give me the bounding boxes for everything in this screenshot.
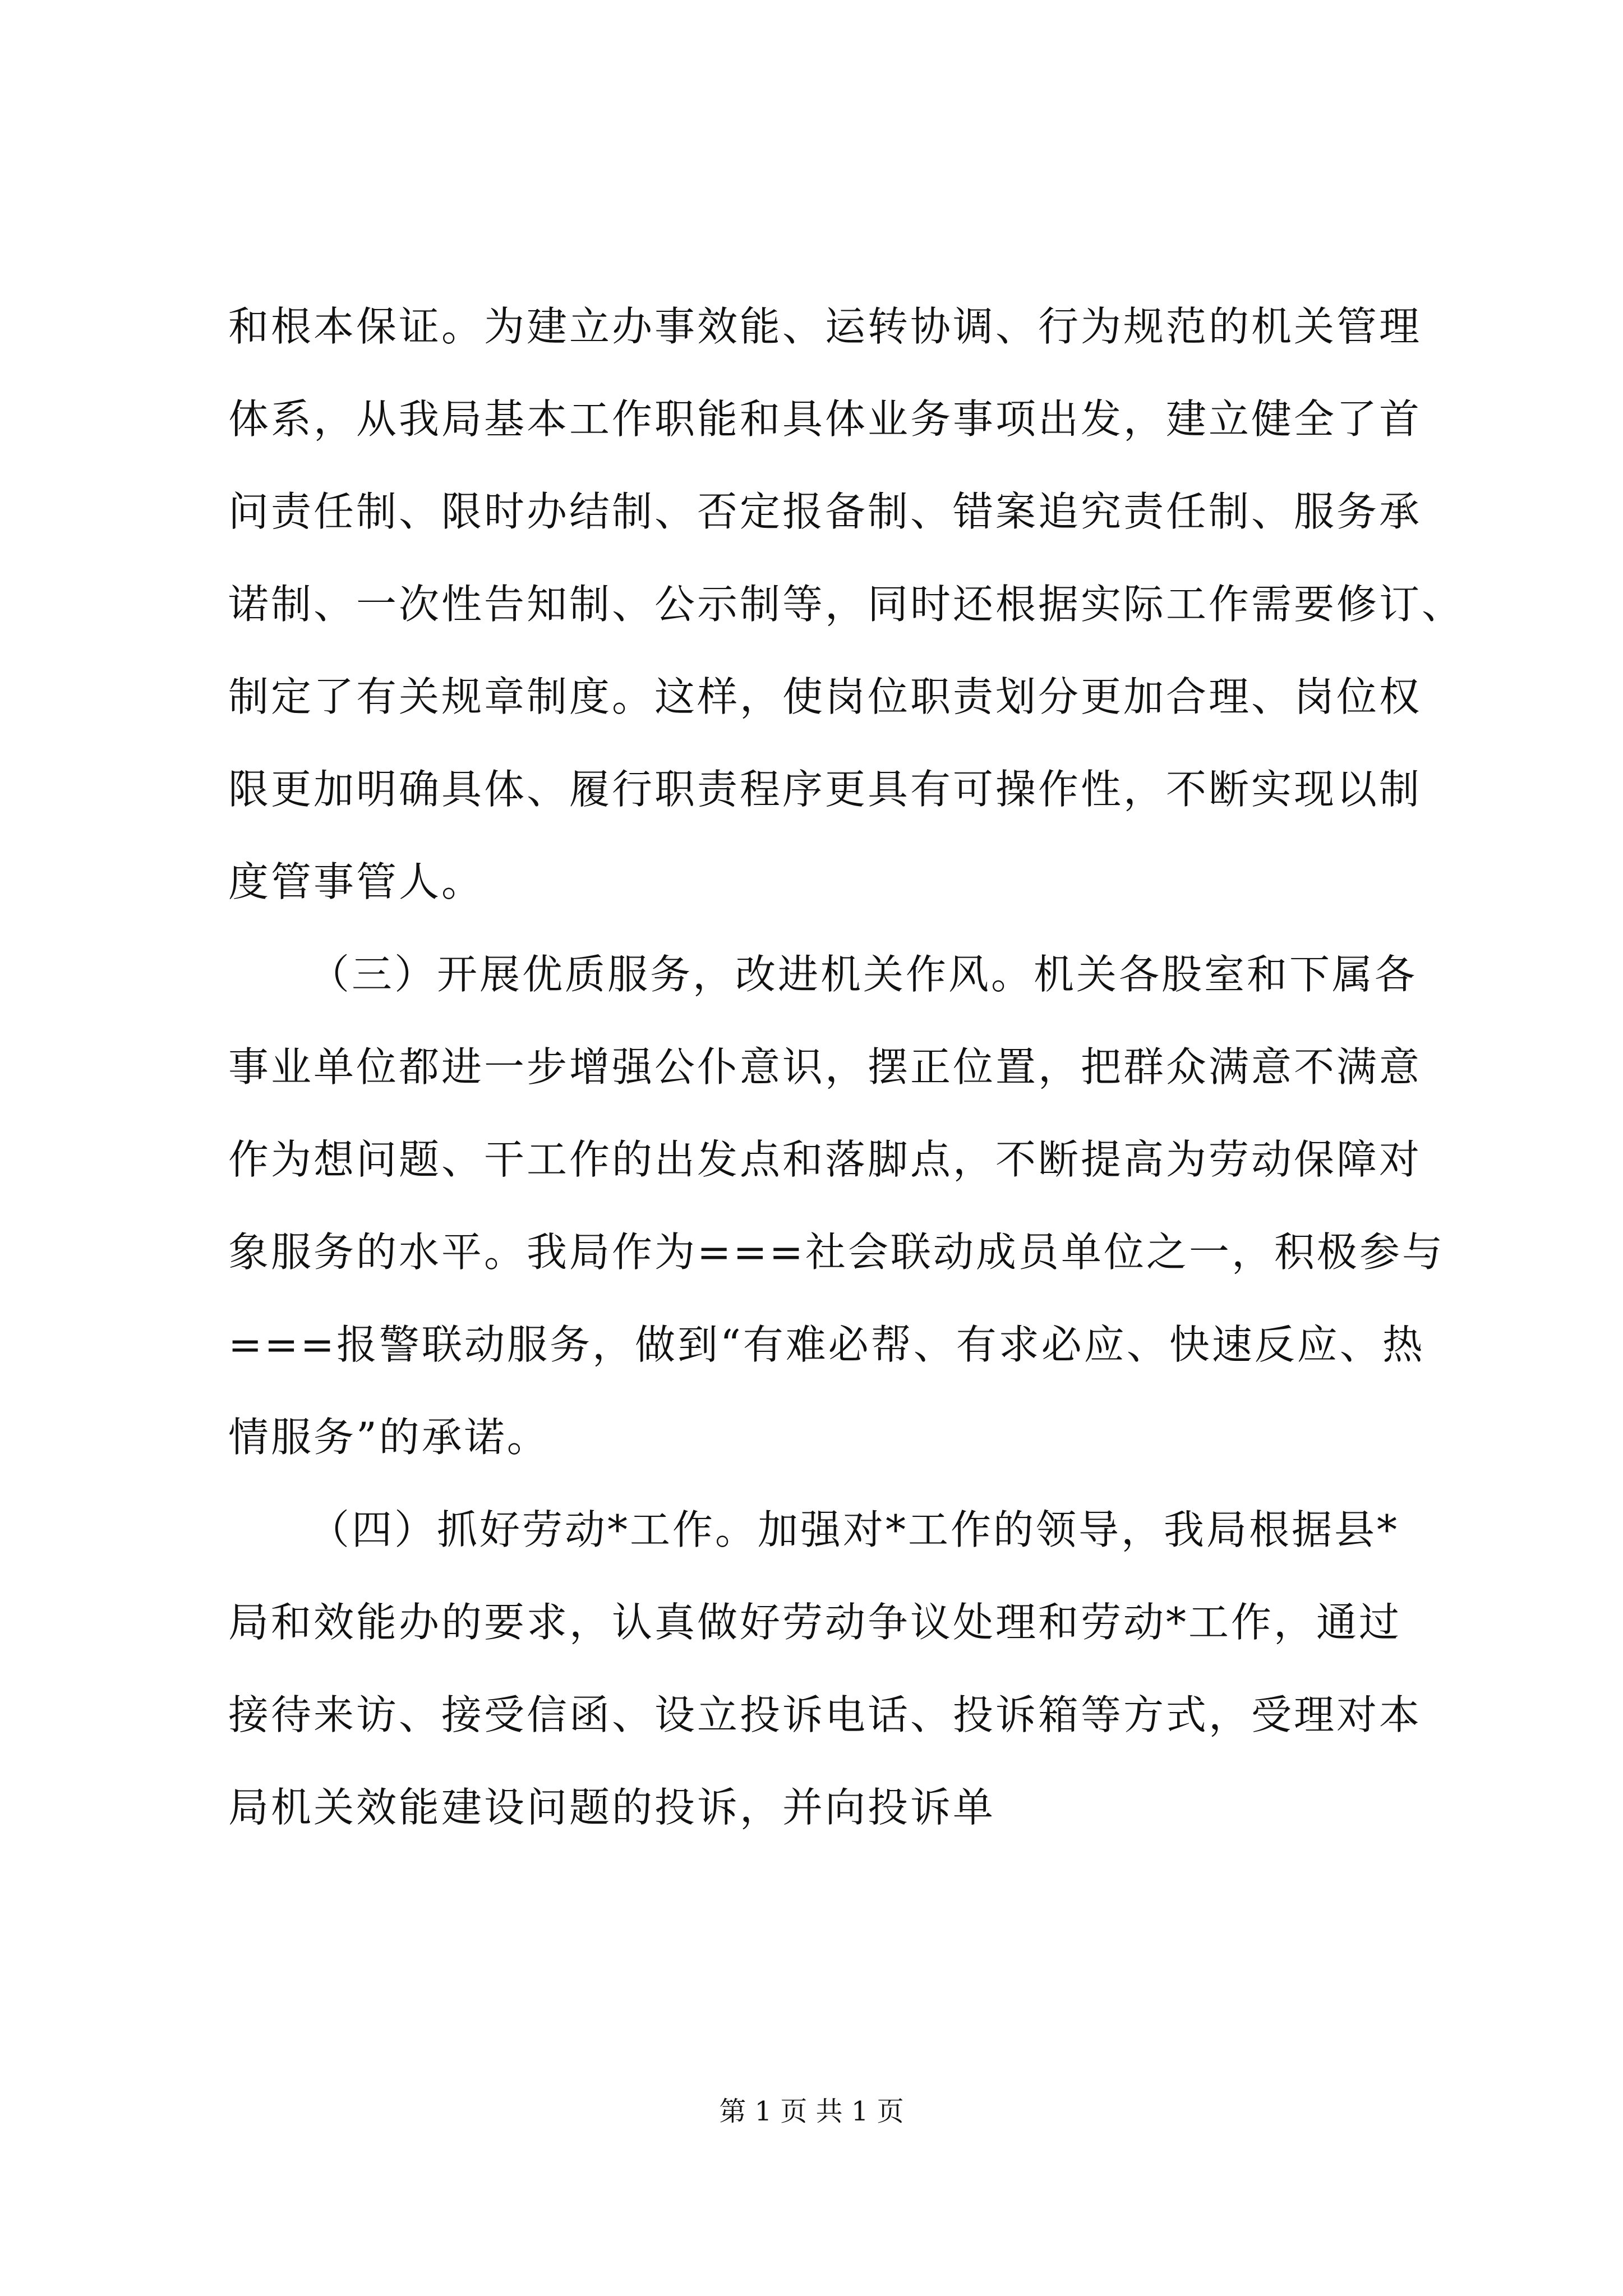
text-line: 作为想问题、干工作的出发点和落脚点，不断提高为劳动保障对 <box>228 1136 1422 1183</box>
text-line: 接待来访、接受信函、设立投诉电话、投诉箱等方式，受理对本 <box>228 1691 1422 1738</box>
text-line: 诺制、一次性告知制、公示制等，同时还根据实际工作需要修订、 <box>228 581 1465 628</box>
text-line: 体系，从我局基本工作职能和具体业务事项出发，建立健全了首 <box>228 395 1422 443</box>
text-line: 和根本保证。为建立办事效能、运转协调、行为规范的机关管理 <box>228 303 1422 350</box>
text-line: 局机关效能建设问题的投诉，并向投诉单 <box>228 1784 996 1831</box>
text-line: 事业单位都进一步增强公仆意识，摆正位置，把群众满意不满意 <box>228 1043 1422 1091</box>
text-line: 局和效能办的要求，认真做好劳动争议处理和劳动*工作，通过 <box>228 1599 1402 1646</box>
text-line: 情服务”的承诺。 <box>228 1414 550 1461</box>
page-number: 第 1 页 共 1 页 <box>719 2096 904 2127</box>
paragraph-heading-line: （四）抓好劳动*工作。加强对*工作的领导，我局根据县* <box>309 1506 1400 1553</box>
text-line: 制定了有关规章制度。这样，使岗位职责划分更加合理、岗位权 <box>228 673 1422 720</box>
document-body <box>228 280 1465 1854</box>
paragraph-heading-line: （三）开展优质服务，改进机关作风。机关各股室和下属各 <box>309 951 1418 998</box>
text-line: 限更加明确具体、履行职责程序更具有可操作性，不断实现以制 <box>228 766 1422 813</box>
text-line: ===报警联动服务，做到“有难必帮、有求必应、快速反应、热 <box>228 1321 1425 1368</box>
text-line: 度管事管人。 <box>228 858 485 905</box>
text-line: 象服务的水平。我局作为===社会联动成员单位之一，积极参与 <box>228 1228 1445 1276</box>
page-footer <box>0 2095 1623 2128</box>
text-line: 问责任制、限时办结制、否定报备制、错案追究责任制、服务承 <box>228 488 1422 535</box>
